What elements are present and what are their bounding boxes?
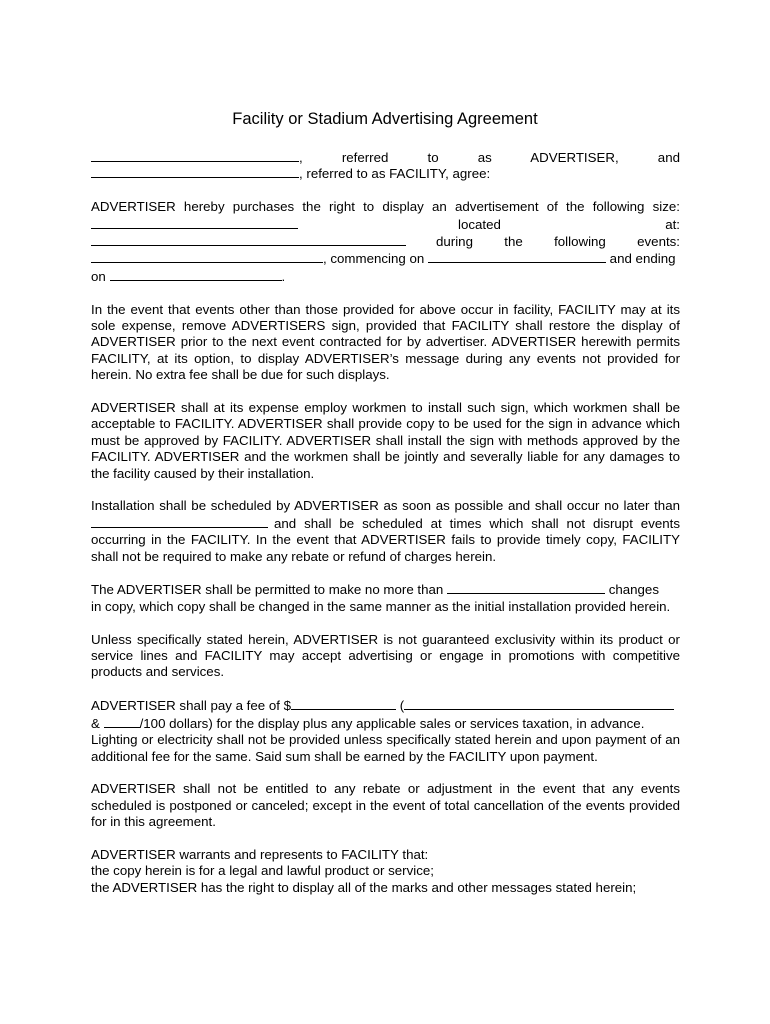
purchase-line-1: ADVERTISER hereby purchases the right to display an advertisement of the following size: <box>91 199 680 215</box>
parties-line-1-text: , referred to as ADVERTISER, and <box>299 150 680 165</box>
changes-end-text: changes <box>608 582 659 598</box>
fee-cents-blank[interactable] <box>104 715 140 728</box>
changes-rest: in copy, which copy shall be changed in the same manner as the initial installation provided herein. <box>91 598 671 614</box>
parties-paragraph <box>91 149 680 183</box>
start-date-blank[interactable] <box>428 250 606 263</box>
events-blank[interactable] <box>91 250 323 263</box>
fee-paragraph <box>91 697 680 765</box>
fee-line-1 <box>91 697 680 714</box>
advertiser-name-blank[interactable] <box>91 149 299 162</box>
parties-line-2 <box>91 165 680 182</box>
parties-line-2-text: , referred to as FACILITY, agree: <box>299 166 491 182</box>
changes-paragraph <box>91 581 680 615</box>
installation-line-2-text: and shall be scheduled at times which shall not disrupt events <box>274 515 680 531</box>
facility-name-blank[interactable] <box>91 165 299 178</box>
installation-date-blank[interactable] <box>91 515 268 528</box>
warranty-item: the copy herein is for a legal and lawful product or service; <box>91 863 434 879</box>
purchase-paragraph <box>91 199 680 285</box>
installation-line-1: Installation shall be scheduled by ADVERTISER as soon as possible and shall occur no later than <box>91 498 680 514</box>
located-at-text: located at: <box>458 216 680 232</box>
purchase-line-3 <box>91 233 680 250</box>
rebate-paragraph: ADVERTISER shall not be entitled to any rebate or adjustment in the event that any events scheduled is postponed or canceled; except in the event of total cancellation of the events provided for in this agreement. <box>91 781 680 830</box>
events-paragraph: In the event that events other than those provided for above occur in facility, FACILITY may at its sole expense, remove ADVERTISERS sign, provided that FACILITY shall restore the display of ADVERTISER prior to the next event contracted for by advertiser. ADVERTISER herewith permits FACILITY, at its option, to display ADVERTISER’s message during any events not provided for herein. No extra fee shall be due for such displays. <box>91 301 680 383</box>
during-events-text: during the following events: <box>436 234 680 249</box>
document-title: Facility or Stadium Advertising Agreement <box>232 110 538 128</box>
installation-line-2 <box>91 515 680 532</box>
installation-rest: occurring in the FACILITY. In the event that ADVERTISER fails to provide timely copy, FACILITY shall not be required to make any rebate or refund of charges herein. <box>91 532 680 564</box>
ad-size-blank[interactable] <box>91 216 298 229</box>
fee-amount-blank[interactable] <box>291 697 396 710</box>
period-text: . <box>281 268 286 284</box>
number-of-changes-blank[interactable] <box>447 581 605 594</box>
warranties-paragraph <box>91 847 680 896</box>
changes-start-text: The ADVERTISER shall be permitted to make no more than <box>91 582 444 598</box>
fee-line-2-text: /100 dollars) for the display plus any applicable sales or services taxation, in advance. <box>139 715 645 731</box>
changes-line-1 <box>91 581 680 598</box>
installation-paragraph <box>91 498 680 565</box>
document-body <box>91 149 680 913</box>
fee-rest: Lighting or electricity shall not be provided unless specifically stated herein and upon payment of an additional fee for the same. Said sum shall be earned by the FACILITY upon payment. <box>91 732 680 764</box>
fee-words-blank[interactable] <box>404 697 674 710</box>
purchase-line-4 <box>91 250 680 267</box>
purchase-line-5 <box>91 268 680 285</box>
fee-amp-text: & <box>91 715 100 731</box>
purchase-line-2 <box>91 216 680 233</box>
parties-line-1 <box>91 149 680 165</box>
and-ending-text: and ending <box>609 251 676 267</box>
commencing-on-text: , commencing on <box>323 251 425 267</box>
exclusivity-paragraph: Unless specifically stated herein, ADVERTISER is not guaranteed exclusivity within its product or service lines and FACILITY may accept advertising or engage in promotions with competitive products and services. <box>91 631 680 680</box>
end-date-blank[interactable] <box>110 268 282 281</box>
workmen-paragraph: ADVERTISER shall at its expense employ workmen to install such sign, which workmen shall be acceptable to FACILITY. ADVERTISER shall provide copy to be used for the sign in advance which must be approved by FACILITY. ADVERTISER shall install the sign with methods approved by the FACILITY. ADVERTISER and the workmen shall be jointly and severally liable for any damages to the facility caused by their installation. <box>91 400 680 481</box>
fee-line-2 <box>91 715 680 732</box>
fee-start-text: ADVERTISER shall pay a fee of $ <box>91 698 292 714</box>
on-text: on <box>91 268 106 284</box>
location-blank[interactable] <box>91 233 406 246</box>
warranties-intro: ADVERTISER warrants and represents to FACILITY that: <box>91 846 429 862</box>
fee-paren-text: ( <box>399 698 405 714</box>
warranty-item: the ADVERTISER has the right to display all of the marks and other messages stated herein; <box>91 879 637 895</box>
